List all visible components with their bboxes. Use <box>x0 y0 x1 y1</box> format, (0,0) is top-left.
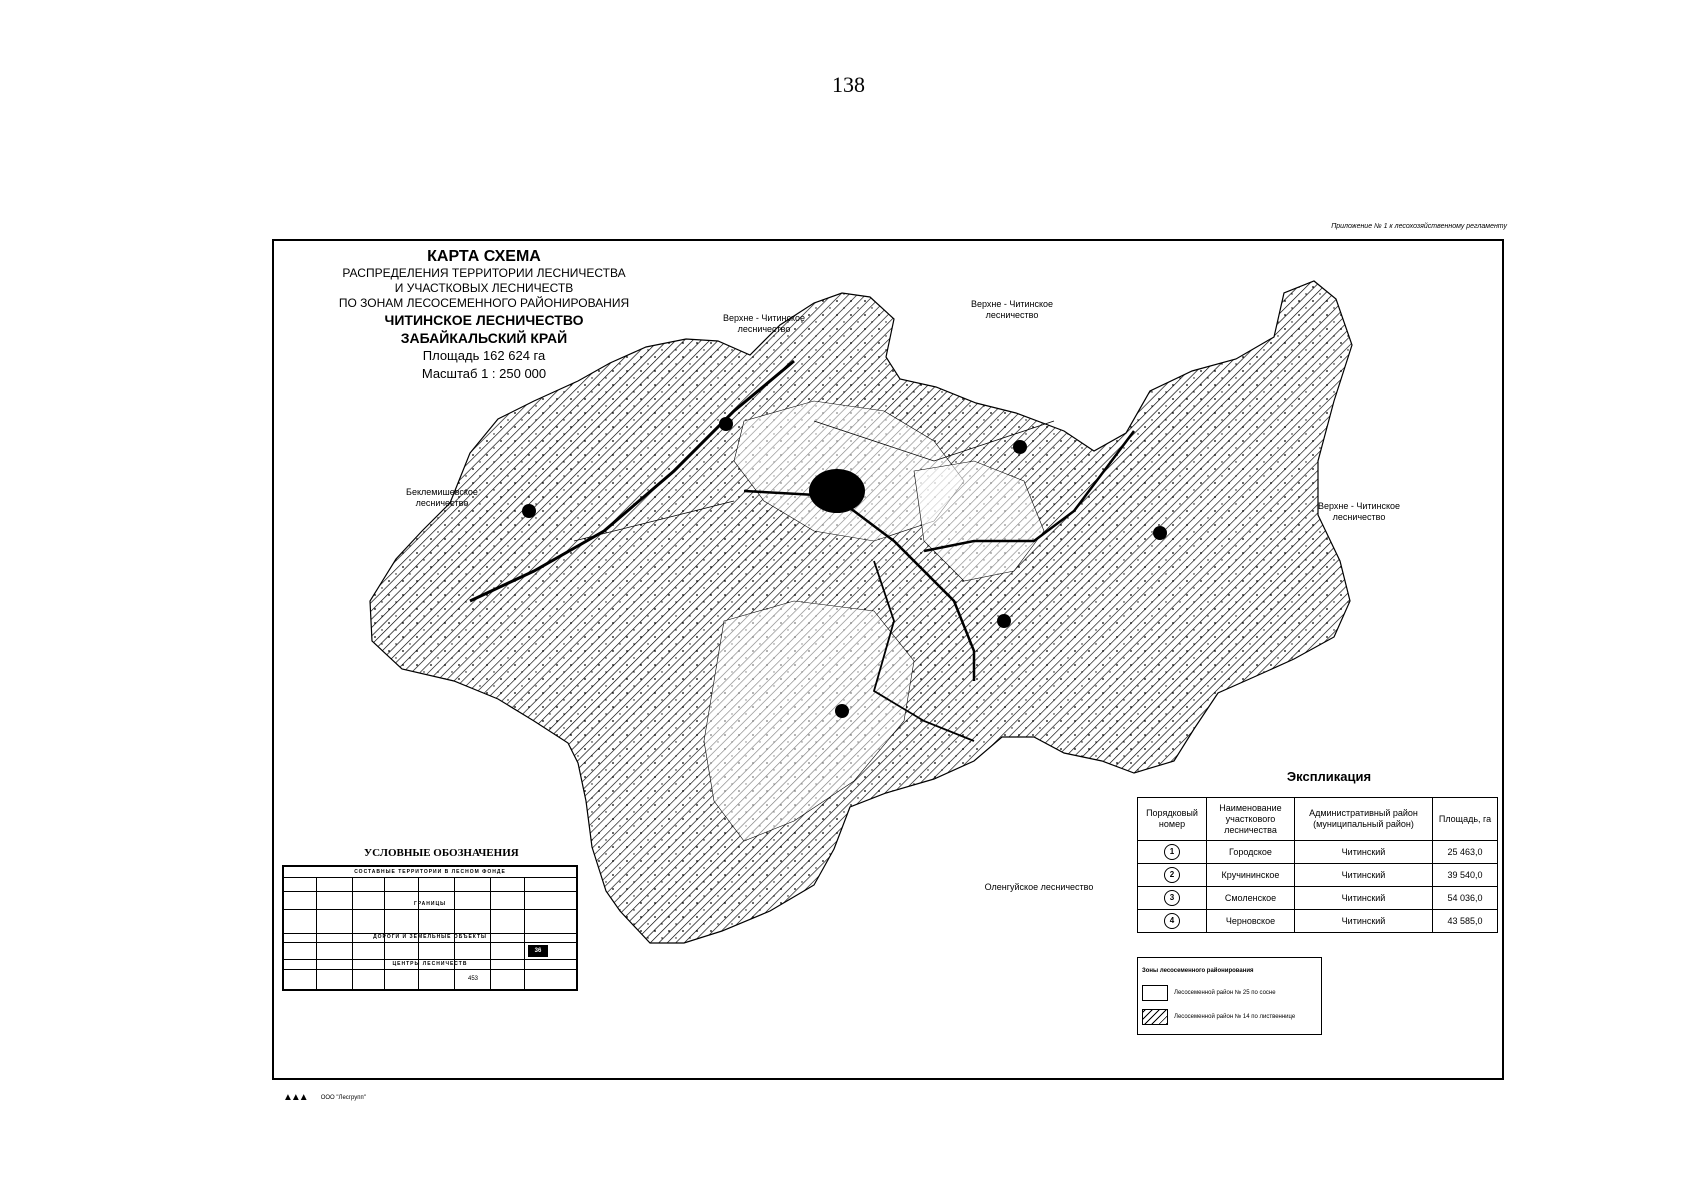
row-district-cell: Читинский <box>1295 841 1433 864</box>
row-name-cell: Кручининское <box>1207 864 1295 887</box>
zones-legend <box>1137 957 1322 1035</box>
table-row <box>1138 841 1498 864</box>
legend-divider <box>284 891 576 892</box>
row-name-cell: Черновское <box>1207 910 1295 933</box>
legend-column-divider <box>384 877 385 991</box>
map-subtitle-line-3: ПО ЗОНАМ ЛЕСОСЕМЕННОГО РАЙОНИРОВАНИЯ <box>338 296 630 310</box>
legend-column-divider <box>490 877 491 991</box>
legend-column-divider <box>316 877 317 991</box>
row-number-cell <box>1138 864 1207 887</box>
map-title-block <box>304 247 664 383</box>
legend-column-divider <box>524 877 525 991</box>
publisher-footer <box>283 1092 366 1103</box>
area-label: Площадь 162 624 га <box>422 348 546 363</box>
forestry-center <box>835 704 849 718</box>
row-number-cell <box>1138 841 1207 864</box>
explication-title: Экспликация <box>1286 769 1372 784</box>
row-name-cell: Городское <box>1207 841 1295 864</box>
scale-label: Масштаб 1 : 250 000 <box>421 366 547 381</box>
forestry-center <box>522 504 536 518</box>
forestry-center <box>997 614 1011 628</box>
neighbor-label-left: Беклемишевское лесничество <box>406 487 478 508</box>
appendix-note: Приложение № 1 к лесохозяйственному регламенту <box>1331 223 1507 230</box>
row-number-badge: 3 <box>1164 890 1180 906</box>
row-district-cell: Читинский <box>1295 864 1433 887</box>
explication-table <box>1137 797 1498 933</box>
legend-column-divider <box>418 877 419 991</box>
row-district-cell: Читинский <box>1295 887 1433 910</box>
legend-band-roads: ДОРОГИ И ЗЕМЕЛЬНЫЕ ОБЪЕКТЫ <box>373 934 487 940</box>
legend-title: УСЛОВНЫЕ ОБОЗНАЧЕНИЯ <box>364 847 519 859</box>
lake <box>809 469 865 513</box>
neighbor-label-top-right: Верхне - Читинское лесничество <box>970 299 1054 320</box>
row-number-cell <box>1138 910 1207 933</box>
row-number-badge: 2 <box>1164 867 1180 883</box>
explication-header-name: Наименование участкового лесничества <box>1207 798 1295 841</box>
legend-divider <box>284 877 576 878</box>
row-area-cell: 39 540,0 <box>1433 864 1498 887</box>
publisher-logo: ▲▲▲ <box>283 1092 307 1103</box>
row-area-cell: 43 585,0 <box>1433 910 1498 933</box>
legend-band-centers: ЦЕНТРЫ ЛЕСНИЧЕСТВ <box>392 961 468 967</box>
legend-box <box>282 865 578 991</box>
row-area-cell: 25 463,0 <box>1433 841 1498 864</box>
table-row <box>1138 910 1498 933</box>
zone-25-area-south <box>704 601 914 841</box>
row-number-badge: 1 <box>1164 844 1180 860</box>
zone-swatch-white <box>1142 985 1168 1001</box>
explication-header-area: Площадь, га <box>1433 798 1498 841</box>
legend-divider <box>284 909 576 910</box>
neighbor-label-right: Верхне - Читинское лесничество <box>1317 501 1401 522</box>
neighbor-label-bottom: Оленгуйское лесничество <box>984 882 1094 892</box>
legend-column-divider <box>352 877 353 991</box>
publisher-name: ООО "Лесгрупп" <box>320 1094 366 1101</box>
legend-divider <box>284 969 576 970</box>
row-number-cell <box>1138 887 1207 910</box>
explication-header-row <box>1138 798 1498 841</box>
page-number: 138 <box>832 72 865 97</box>
legend-column-divider <box>454 877 455 991</box>
map-title: КАРТА СХЕМА <box>427 248 541 265</box>
map-frame <box>272 239 1504 1080</box>
forestry-center <box>1013 440 1027 454</box>
row-number-badge: 4 <box>1164 913 1180 929</box>
row-district-cell: Читинский <box>1295 910 1433 933</box>
row-area-cell: 54 036,0 <box>1433 887 1498 910</box>
legend-band-boundaries: ГРАНИЦЫ <box>413 901 447 907</box>
legend-number-badge: 36 <box>528 945 548 957</box>
neighbor-label-top-left: Верхне - Читинское лесничество <box>722 313 806 334</box>
zone-legend-item <box>1142 1008 1295 1026</box>
forestry-name: ЧИТИНСКОЕ ЛЕСНИЧЕСТВО <box>384 312 584 328</box>
forestry-center <box>1153 526 1167 540</box>
zone-swatch-hatched <box>1142 1009 1168 1025</box>
legend-divider <box>284 959 576 960</box>
zone-legend-label: Лесосеменной район № 25 по сосне <box>1174 990 1276 996</box>
table-row <box>1138 864 1498 887</box>
zone-legend-item <box>1142 984 1276 1002</box>
forestry-center <box>719 417 733 431</box>
zones-legend-title: Зоны лесосеменного районирования <box>1142 968 1254 974</box>
map-subtitle-line-2: И УЧАСТКОВЫХ ЛЕСНИЧЕСТВ <box>394 281 574 295</box>
legend-band-territories: СОСТАВНЫЕ ТЕРРИТОРИИ В ЛЕСНОМ ФОНДЕ <box>354 869 506 875</box>
region-name: ЗАБАЙКАЛЬСКИЙ КРАЙ <box>400 330 568 346</box>
explication-header-number: Порядковый номер <box>1138 798 1207 841</box>
row-name-cell: Смоленское <box>1207 887 1295 910</box>
legend-sample-number: 453 <box>467 976 478 982</box>
explication-header-district: Административный район (муниципальный район) <box>1295 798 1433 841</box>
map-subtitle-line-1: РАСПРЕДЕЛЕНИЯ ТЕРРИТОРИИ ЛЕСНИЧЕСТВА <box>342 266 626 280</box>
legend-divider <box>284 942 576 943</box>
table-row <box>1138 887 1498 910</box>
zone-legend-label: Лесосеменной район № 14 по лиственнице <box>1174 1014 1296 1020</box>
